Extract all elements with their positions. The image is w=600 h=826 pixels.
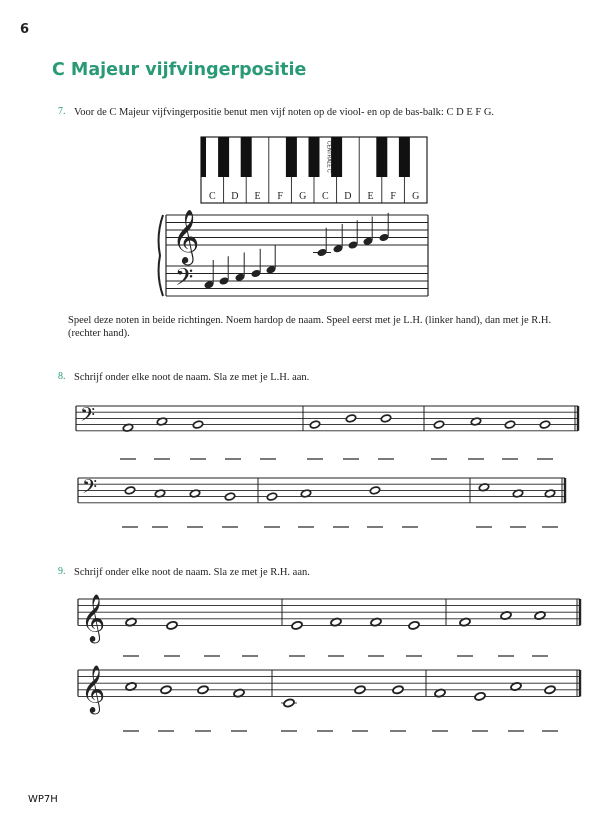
treble-clef: 𝄞 xyxy=(81,593,106,642)
page-number: 6 xyxy=(20,22,30,37)
whole-note xyxy=(354,685,366,694)
brace xyxy=(159,215,163,296)
whole-note xyxy=(539,420,550,429)
footer-code: WP7H xyxy=(28,794,58,805)
whole-note xyxy=(166,621,178,630)
whole-note xyxy=(433,420,444,429)
bass-clef: 𝄢 xyxy=(175,263,194,297)
black-key xyxy=(218,137,229,177)
bass-clef: 𝄢 xyxy=(82,475,98,504)
black-key xyxy=(286,137,297,177)
whole-note xyxy=(380,414,391,423)
whole-note xyxy=(291,621,303,630)
bass-clef: 𝄢 xyxy=(80,403,96,432)
whole-note xyxy=(192,420,203,429)
whole-note xyxy=(283,698,295,707)
whole-note xyxy=(369,486,380,495)
keyboard-key-label: C xyxy=(208,191,216,202)
whole-note xyxy=(266,492,277,501)
keyboard-key-label: D xyxy=(344,191,352,202)
treble-clef: 𝄞 xyxy=(172,208,200,263)
exercise-7-text: Voor de C Majeur vijfvingerpositie benut men vijf noten op de viool- en op de bas-balk: C D E F G. xyxy=(74,107,495,118)
black-key xyxy=(201,137,206,177)
whole-note xyxy=(544,685,556,694)
keyboard-key-label: G xyxy=(299,191,307,202)
keyboard-key-label: F xyxy=(390,191,396,202)
whole-note xyxy=(392,685,404,694)
whole-note xyxy=(224,492,235,501)
whole-note xyxy=(474,692,486,701)
whole-note xyxy=(504,420,515,429)
exercise-7-number: 7. xyxy=(58,106,66,117)
keyboard-key-label: E xyxy=(367,191,374,202)
keyboard-key-label: C xyxy=(321,191,329,202)
middle-c-label: CENTRALE C xyxy=(325,141,332,173)
whole-note xyxy=(124,486,135,495)
exercise-8-number: 8. xyxy=(58,371,66,382)
page-title: C Majeur vijfvingerpositie xyxy=(52,60,307,80)
black-key xyxy=(376,137,387,177)
exercise-9-number: 9. xyxy=(58,566,66,577)
whole-note xyxy=(160,685,172,694)
exercise-8-text: Schrijf onder elke noot de naam. Sla ze met je L.H. aan. xyxy=(74,372,310,383)
black-key xyxy=(399,137,410,177)
whole-note xyxy=(309,420,320,429)
whole-note xyxy=(197,685,209,694)
exercise-9-text: Schrijf onder elke noot de naam. Sla ze met je R.H. aan. xyxy=(74,567,310,578)
black-key xyxy=(241,137,252,177)
treble-clef: 𝄞 xyxy=(81,664,106,713)
black-key xyxy=(331,137,342,177)
keyboard-key-label: E xyxy=(254,191,261,202)
whole-note xyxy=(345,414,356,423)
whole-note xyxy=(408,621,420,630)
exercise-7-instruction: Speel deze noten in beide richtingen. Noem hardop de naam. Speel eerst met je L.H. (linker hand), dan met je R.H. (rechter hand). xyxy=(68,315,552,339)
black-key xyxy=(309,137,320,177)
keyboard-key-label: F xyxy=(277,191,283,202)
keyboard-key-label: D xyxy=(231,191,239,202)
keyboard-key-label: G xyxy=(412,191,420,202)
